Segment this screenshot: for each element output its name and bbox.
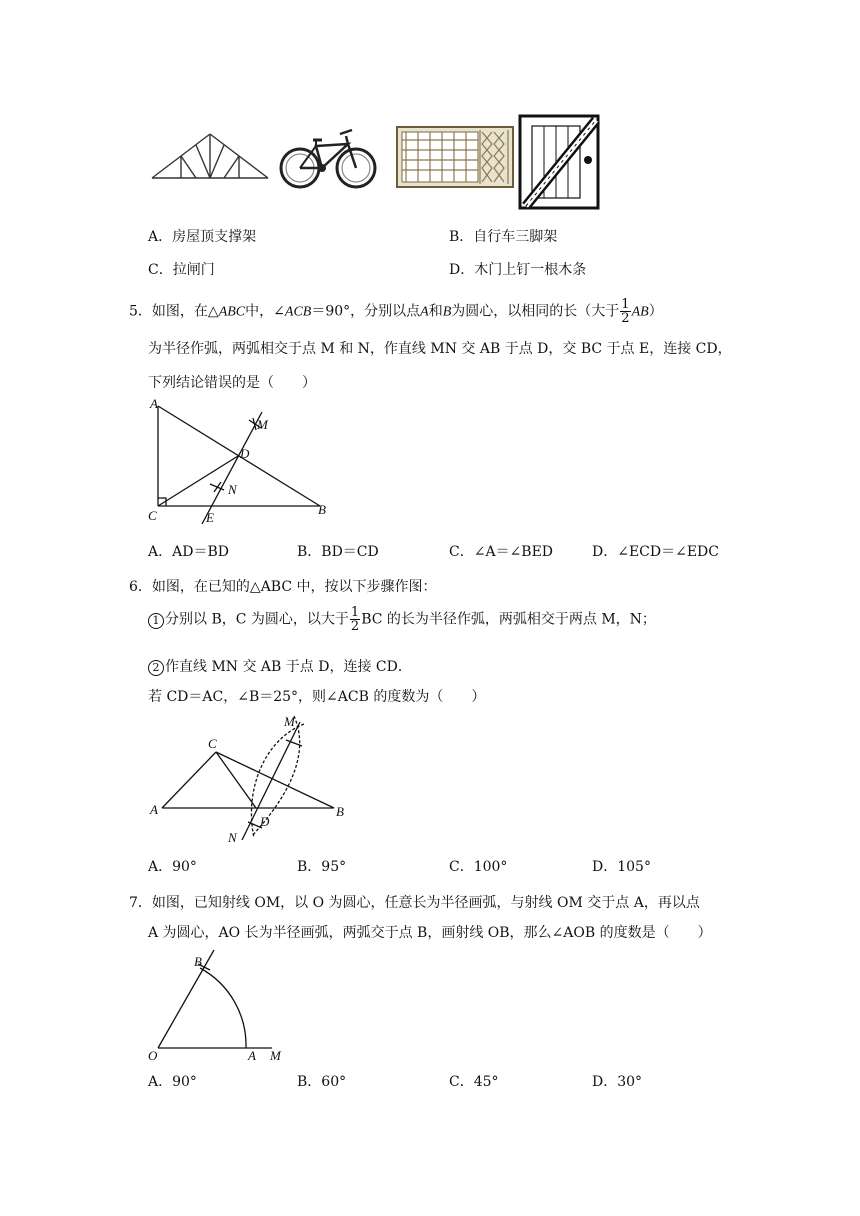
q6-step-2-mark: 2	[148, 660, 164, 676]
q5-text-1b: ABC	[218, 304, 246, 320]
q4-option-c[interactable]: C．拉闸门	[148, 262, 215, 278]
q7-label-m: M	[270, 1048, 281, 1063]
q5-option-d[interactable]: D．∠ECD＝∠EDC	[592, 544, 719, 560]
q5-label-e: E	[206, 510, 214, 525]
wooden-door-figure	[518, 114, 600, 210]
q4-option-d[interactable]: D．木门上钉一根木条	[449, 262, 587, 278]
q6-option-b[interactable]: B．95°	[297, 859, 347, 875]
q6-number: 6．	[129, 579, 152, 595]
q7-number: 7．	[129, 895, 152, 911]
q5-label-n: N	[228, 482, 237, 497]
q5-label-m: M	[257, 417, 268, 432]
q6-fraction: $\frac{1}{2}$	[350, 605, 360, 634]
q6-label-n: N	[228, 830, 237, 845]
q5-line-2: 为半径作弧，两弧相交于点 M 和 N，作直线 MN 交 AB 于点 D，交 BC 于点 E，连接 CD，	[148, 341, 732, 357]
q5-line-3: 下列结论错误的是（ ）	[148, 375, 316, 391]
q7-option-a[interactable]: A．90°	[148, 1074, 197, 1090]
q5-label-d: D	[240, 446, 250, 461]
q5-text-1j: AB	[631, 304, 649, 320]
q6-label-m: M	[284, 714, 295, 729]
q6-step-2-text: 作直线 MN 交 AB 于点 D，连接 CD．	[165, 659, 412, 675]
q4-option-b[interactable]: B．自行车三脚架	[449, 229, 558, 245]
q5-option-c[interactable]: C．∠A＝∠BED	[449, 544, 554, 560]
q6-label-c: C	[208, 736, 217, 751]
q6-label-d: D	[260, 814, 270, 829]
q6-step-1	[148, 606, 656, 633]
q6-label-a: A	[150, 802, 158, 817]
sliding-gate-figure	[396, 126, 514, 188]
q6-step-1-text-a: 分别以 B，C 为圆心，以大于	[165, 611, 349, 628]
q7-option-b[interactable]: B．60°	[297, 1074, 347, 1090]
q6-step-1-mark: 1	[148, 613, 164, 629]
q5-figure	[144, 396, 338, 530]
q6-option-a[interactable]: A．90°	[148, 859, 197, 875]
q7-figure	[144, 946, 294, 1064]
q7-line-2: A 为圆心，AO 长为半径画弧，两弧交于点 B，画射线 OB，那么∠AOB 的度数是（ ）	[148, 925, 712, 941]
q7-label-b: B	[194, 954, 202, 969]
q7-line-1	[129, 892, 700, 912]
q5-fraction: $\frac{1}{2}$	[621, 297, 630, 326]
q5-label-b: B	[318, 502, 326, 517]
q5-label-c: C	[148, 508, 157, 523]
q6-text-1: 如图，在已知的△ABC 中，按以下步骤作图：	[151, 579, 437, 595]
q5-text-1c: 中，∠	[245, 303, 285, 320]
q5-text-1a: 如图，在△	[151, 303, 219, 320]
q7-label-a: A	[248, 1048, 256, 1063]
q7-option-c[interactable]: C．45°	[449, 1074, 499, 1090]
q6-option-d[interactable]: D．105°	[592, 859, 651, 875]
q5-text-1i: 为圆心，以相同的长（大于	[451, 303, 620, 320]
q5-text-1d: ACB	[284, 304, 312, 320]
q7-label-o: O	[148, 1048, 158, 1063]
q6-figure	[144, 710, 354, 846]
q6-step-1-text-b: BC 的长为半径作弧，两弧相交于两点 M，N；	[361, 611, 656, 628]
q5-option-a[interactable]: A．AD＝BD	[148, 544, 229, 560]
q6-line-1	[129, 576, 437, 596]
q5-number: 5．	[129, 303, 152, 320]
q5-label-a: A	[150, 396, 158, 411]
q6-option-c[interactable]: C．100°	[449, 859, 508, 875]
q7-option-d[interactable]: D．30°	[592, 1074, 643, 1090]
q5-line-1	[129, 298, 663, 325]
roof-truss-figure	[148, 128, 272, 184]
q5-text-1h: B	[442, 304, 452, 320]
q6-label-b: B	[336, 804, 344, 819]
q6-line-4: 若 CD＝AC，∠B＝25°，则∠ACB 的度数为（ ）	[148, 689, 486, 705]
q4-option-a[interactable]: A．房屋顶支撑架	[148, 229, 257, 245]
bicycle-figure	[276, 124, 382, 190]
q5-option-b[interactable]: B．BD＝CD	[297, 544, 379, 560]
q5-text-1f: A	[420, 304, 429, 320]
q5-text-1k: ）	[648, 303, 663, 320]
q5-text-1g: 和	[428, 303, 443, 320]
q6-step-2	[148, 656, 412, 676]
q7-text-1: 如图，已知射线 OM，以 O 为圆心，任意长为半径画弧，与射线 OM 交于点 A，再以点	[151, 895, 700, 911]
q5-text-1e: ＝90°，分别以点	[311, 303, 421, 320]
